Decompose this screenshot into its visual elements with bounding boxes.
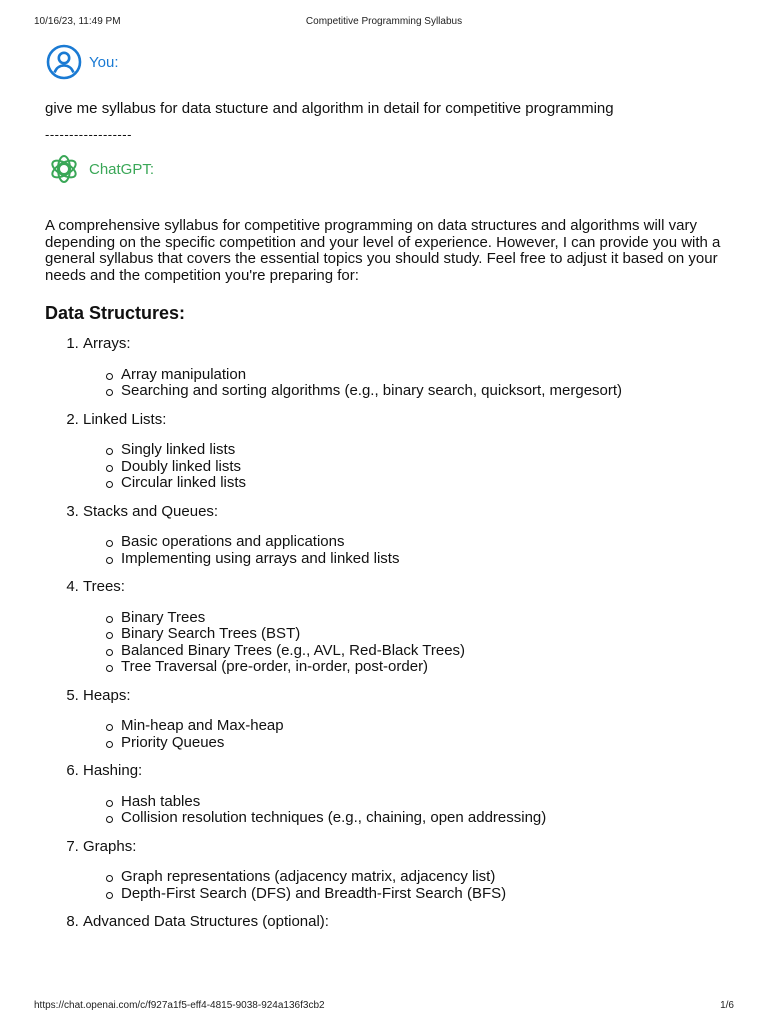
- subtopic-list: [83, 442, 735, 492]
- subtopic-list: [83, 718, 735, 751]
- subtopic-list: [83, 610, 735, 676]
- topic-item: [83, 763, 735, 827]
- assistant-speaker: [45, 150, 735, 188]
- user-name: You:: [89, 53, 119, 71]
- subtopic-item: Priority Queues: [121, 735, 735, 752]
- topic-title: Trees:: [83, 578, 125, 595]
- topic-item: [83, 579, 735, 676]
- subtopic-item: Hash tables: [121, 794, 735, 811]
- subtopic-list: [83, 367, 735, 400]
- topic-title: Advanced Data Structures (optional):: [83, 913, 329, 930]
- topic-item: [83, 412, 735, 492]
- subtopic-item: Tree Traversal (pre-order, in-order, post-order): [121, 659, 735, 676]
- user-speaker: [45, 43, 735, 81]
- subtopic-item: Collision resolution techniques (e.g., chaining, open addressing): [121, 810, 735, 827]
- print-header: [34, 16, 734, 30]
- subtopic-item: Circular linked lists: [121, 475, 735, 492]
- topic-title: Arrays:: [83, 335, 131, 352]
- topic-title: Heaps:: [83, 686, 131, 704]
- page-url: https://chat.openai.com/c/f927a1f5-eff4-4815-9038-924a136f3cb2: [34, 1000, 325, 1011]
- topic-title: Hashing:: [83, 762, 143, 779]
- topic-title: Stacks and Queues:: [83, 502, 219, 520]
- subtopic-item: Array manipulation: [121, 367, 735, 384]
- topic-item: [83, 504, 735, 568]
- assistant-intro: A comprehensive syllabus for competitive programming on data structures and algorithms will vary depending on the specific competition and your level of experience. However, I can provide you with a general syllabus that covers the essential topics you should study. Feel free to adjust it based on your needs and the competition you're preparing for:: [45, 217, 721, 284]
- subtopic-list: [83, 534, 735, 567]
- assistant-name: ChatGPT:: [89, 160, 155, 178]
- topics-list: [45, 336, 735, 931]
- subtopic-item: Singly linked lists: [121, 442, 735, 459]
- subtopic-item: Depth-First Search (DFS) and Breadth-First Search (BFS): [121, 886, 735, 903]
- subtopic-item: Graph representations (adjacency matrix, adjacency list): [121, 869, 735, 886]
- print-footer: [34, 1000, 734, 1014]
- subtopic-item: Min-heap and Max-heap: [121, 718, 735, 735]
- subtopic-item: Searching and sorting algorithms (e.g., binary search, quicksort, mergesort): [121, 383, 735, 400]
- print-title: Competitive Programming Syllabus: [305, 16, 463, 27]
- subtopic-list: [83, 794, 735, 827]
- section-title: Data Structures:: [45, 303, 186, 323]
- page-number: 1/6: [720, 1000, 734, 1011]
- user-avatar-icon: [45, 43, 83, 81]
- subtopic-item: Binary Search Trees (BST): [121, 626, 735, 643]
- subtopic-list: [83, 869, 735, 902]
- separator: ------------------: [45, 127, 132, 142]
- topic-title: Graphs:: [83, 837, 137, 855]
- print-datetime: 10/16/23, 11:49 PM: [34, 16, 121, 27]
- topic-item: [83, 839, 735, 903]
- topic-title: Linked Lists:: [83, 410, 167, 428]
- topic-item: [83, 914, 735, 931]
- topic-item: [83, 336, 735, 400]
- topic-item: [83, 688, 735, 752]
- subtopic-item: Binary Trees: [121, 610, 735, 627]
- subtopic-item: Doubly linked lists: [121, 459, 735, 476]
- conversation: [45, 40, 735, 943]
- subtopic-item: Balanced Binary Trees (e.g., AVL, Red-Black Trees): [121, 643, 735, 660]
- chatgpt-logo-icon: [45, 150, 83, 188]
- user-message: give me syllabus for data stucture and algorithm in detail for competitive programming: [45, 100, 614, 117]
- subtopic-item: Implementing using arrays and linked lists: [121, 551, 735, 568]
- subtopic-item: Basic operations and applications: [121, 534, 735, 551]
